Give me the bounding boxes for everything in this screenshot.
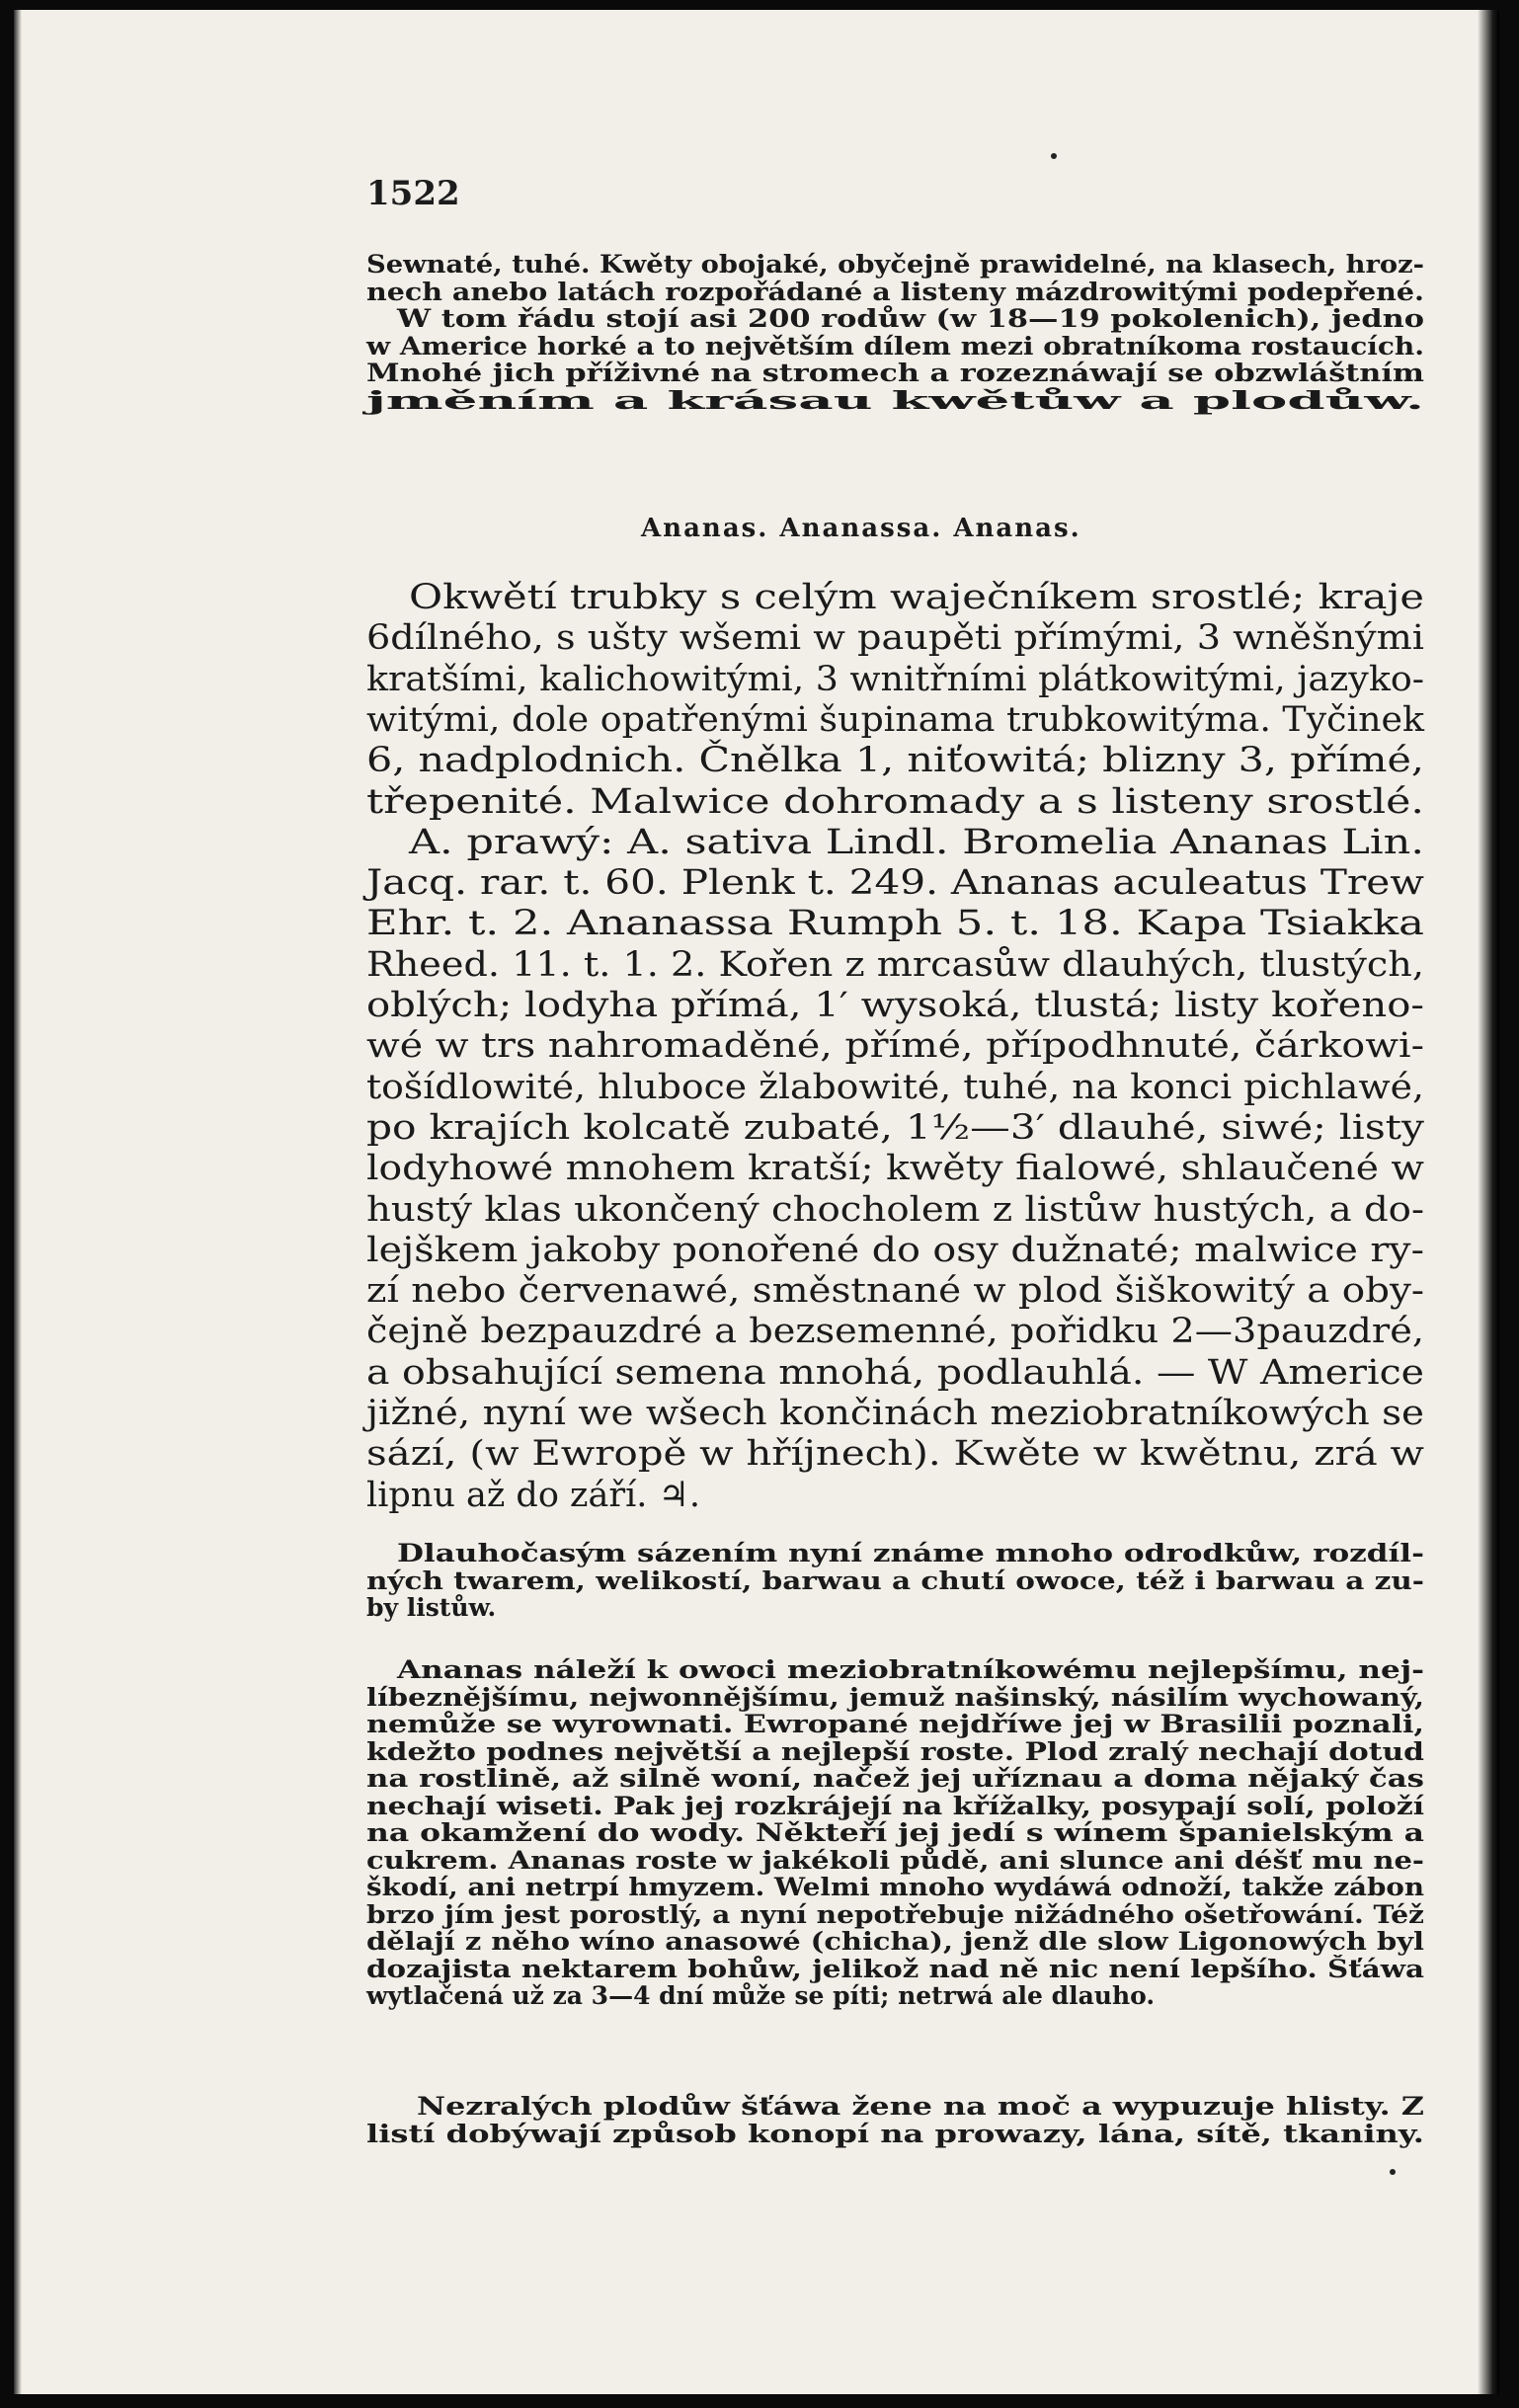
- text-line: líbeznějšímu, nejwonnějšímu, jemuž našinský, násilím wychowaný,: [366, 1682, 1424, 1712]
- text-line: kratšími, kalichowitými, 3 wnitřními plátkowitými, jazyko-: [366, 659, 1424, 699]
- text-line: zí nebo červenawé, směstnané w plod šiškowitý a oby-: [366, 1271, 1424, 1312]
- text-line: na okamžení do wody. Někteří jej jedí s wínem španielským a: [366, 1818, 1424, 1847]
- page-right-shadow: [1478, 10, 1499, 2394]
- text-line: by listůw.: [366, 1593, 497, 1622]
- text-line: jižné, nyní we wšech končinách meziobratníkowých se: [366, 1394, 1424, 1433]
- text-line: wé w trs nahromaděné, přímé, přípodhnuté, čárkowi-: [366, 1026, 1424, 1067]
- text-line: po krajích kolcatě zubaté, 1½—3′ dlauhé, siwé; listy: [366, 1107, 1424, 1148]
- text-line: wytlačená už za 3—4 dní může se píti; netrwá ale dlauho.: [366, 1981, 1156, 2010]
- text-line: 6, nadplodnich. Čnělka 1, niťowitá; blizny 3, přímé,: [366, 741, 1424, 781]
- text-line: cukrem. Ananas roste w jakékoli půdě, ani slunce ani déšť mu ne-: [366, 1845, 1424, 1875]
- speck: [1051, 153, 1057, 159]
- text-line: lipnu až do září. ♃.: [366, 1475, 701, 1515]
- text-line: w Americe horké a to největším dílem mezi obratníkoma rostaucích.: [366, 331, 1424, 361]
- text-line: 6dílného, s ušty wšemi w paupěti přímými, 3 wněšnými: [366, 618, 1424, 659]
- text-line: W tom řádu stojí asi 200 rodůw (w 18—19 pokolenich), jedno: [397, 304, 1424, 333]
- text-line: čejně bezpauzdré a bezsemenné, pořidku 2—3pauzdré,: [366, 1312, 1424, 1352]
- text-line: na rostlině, až silně woní, načež jej uříznau a doma nějaký čas: [366, 1764, 1424, 1793]
- text-line: lodyhowé mnohem kratší; kwěty fialowé, shlaučené w: [366, 1149, 1424, 1189]
- page-number: 1522: [366, 174, 460, 213]
- speck: [1390, 2169, 1396, 2175]
- text-line: Rheed. 11. t. 1. 2. Kořen z mrcasůw dlauhých, tlustých,: [366, 944, 1424, 985]
- text-line: ných twarem, welikostí, barwau a chutí owoce, též i barwau a zu-: [366, 1565, 1424, 1595]
- text-line: Dlauhočasým sázením nyní známe mnoho odrodkůw, rozdíl-: [397, 1539, 1424, 1567]
- section-heading: Ananas. Ananassa. Ananas.: [641, 514, 1081, 543]
- text-line: a obsahující semena mnohá, podlauhlá. — W Americe: [366, 1352, 1424, 1393]
- text-line: Ehr. t. 2. Ananassa Rumph 5. t. 18. Kapa Tsiakka: [366, 904, 1424, 944]
- text-line: jměním a krásau kwětůw a plodůw.: [366, 385, 1424, 415]
- text-line: Jacq. rar. t. 60. Plenk t. 249. Ananas aculeatus Trew: [366, 863, 1424, 904]
- text-line: škodí, ani netrpí hmyzem. Welmi mnoho wydáwá odnoží, takže zábon: [366, 1873, 1424, 1901]
- text-line: Mnohé jich příživné na stromech a rozeznáwají se obzwláštním: [366, 359, 1424, 387]
- text-line: Ananas náleží k owoci meziobratníkowému nejlepšímu, nej-: [397, 1655, 1424, 1684]
- text-line: sází, (w Ewropě w hříjnech). Kwěte w kwětnu, zrá w: [366, 1434, 1424, 1475]
- text-line: hustý klas ukončený chocholem z listůw hustých, a do-: [366, 1189, 1424, 1230]
- text-line: witými, dole opatřenými šupinama trubkowitýma. Tyčinek: [366, 699, 1424, 740]
- book-page: [14, 10, 1499, 2394]
- text-line: tošídlowité, hluboce žlabowité, tuhé, na konci pichlawé,: [366, 1067, 1424, 1107]
- text-line: Nezralých plodůw šťáwa žene na moč a wypuzuje hlisty. Z: [417, 2092, 1424, 2121]
- text-line: nech anebo latách rozpořádané a listeny mázdrowitými podepřené.: [366, 277, 1424, 306]
- text-line: lejškem jakoby ponořené do osy dužnaté; malwice ry-: [366, 1230, 1424, 1270]
- text-line: oblých; lodyha přímá, 1′ wysoká, tlustá; listy kořeno-: [366, 986, 1424, 1025]
- text-line: A. prawý: A. sativa Lindl. Bromelia Ananas Lin.: [409, 822, 1424, 862]
- text-line: Sewnaté, tuhé. Kwěty obojaké, obyčejně prawidelné, na klasech, hroz-: [366, 250, 1424, 279]
- text-line: dělají z něho wíno anasowé (chicha), jenž dle slow Ligonowých byl: [366, 1927, 1424, 1956]
- text-line: brzo jím jest porostlý, a nyní nepotřebuje nižádného ošetřowání. Též: [366, 1899, 1424, 1929]
- text-line: nemůže se wyrownati. Ewropané nejdříwe jej w Brasilii poznali,: [366, 1710, 1424, 1738]
- text-line: Okwětí trubky s celým waječníkem srostlé; kraje: [409, 578, 1424, 617]
- page-left-shadow: [14, 10, 22, 2394]
- text-line: kdežto podnes největší a nejlepší roste. Plod zralý nechají dotud: [366, 1736, 1424, 1766]
- text-line: nechají wiseti. Pak jej rozkrájejí na křížalky, posypají solí, položí: [366, 1791, 1424, 1820]
- text-line: dozajista nektarem bohůw, jelikož nad ně nic není lepšího. Šťáwa: [366, 1954, 1424, 1983]
- text-line: třepenité. Malwice dohromady a s listeny srostlé.: [366, 781, 1424, 822]
- text-line: listí dobýwají způsob konopí na prowazy, lána, sítě, tkaniny.: [366, 2119, 1424, 2148]
